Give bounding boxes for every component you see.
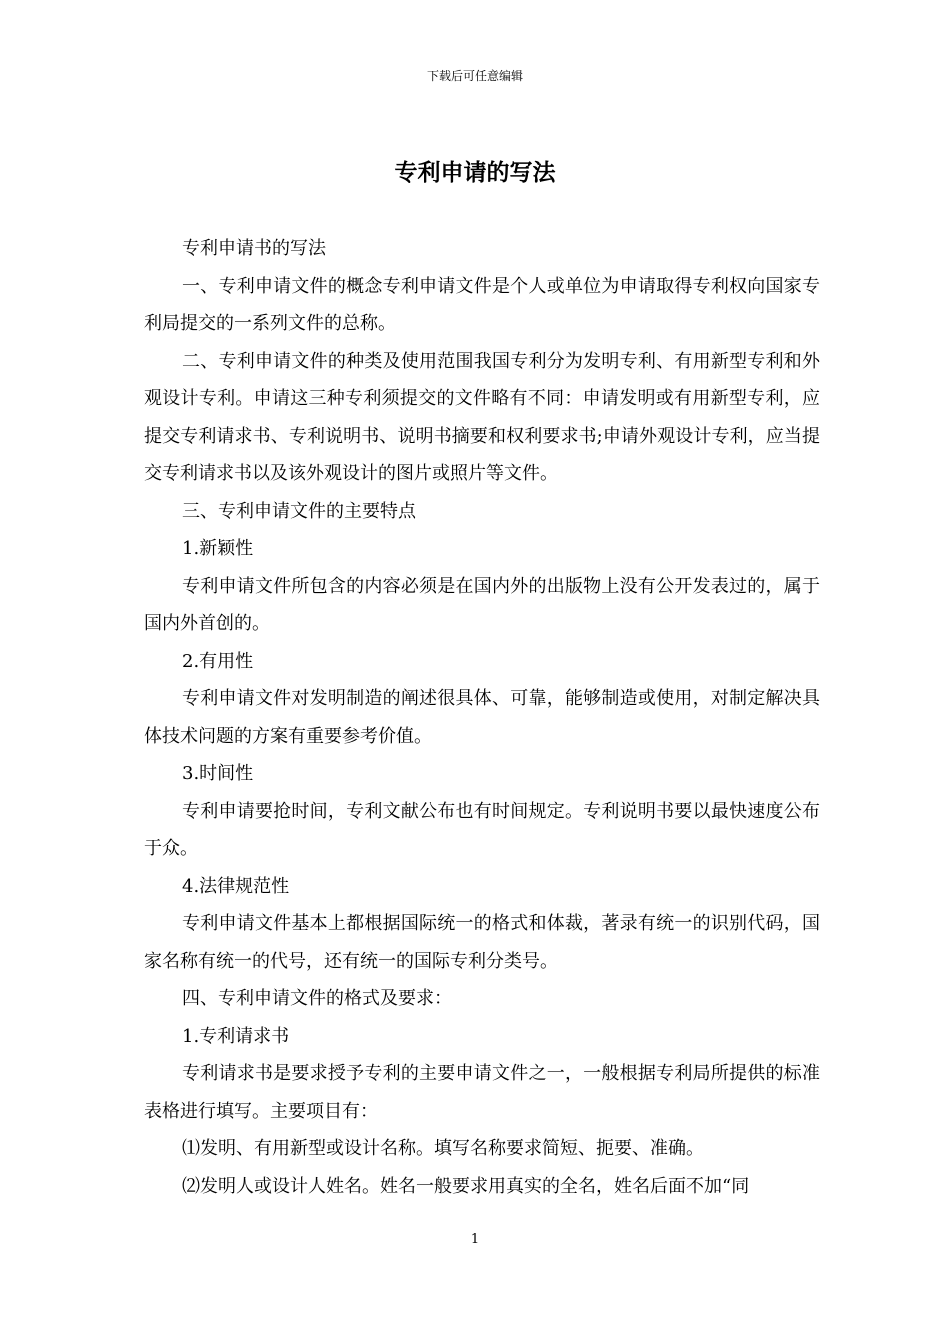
list-item: ⑵发明人或设计人姓名。姓名一般要求用真实的全名，姓名后面不加“同 [182,1175,750,1197]
subheading: 2.有用性 [182,650,254,672]
list-item: ⑴发明、有用新型或设计名称。填写名称要求简短、扼要、准确。 [182,1138,704,1159]
document-body [144,230,820,1205]
section-heading: 四、专利申请文件的格式及要求： [182,988,452,1009]
page-number: 1 [470,1232,480,1247]
paragraph: 专利请求书是要求授予专利的主要申请文件之一，一般根据专利局所提供的标准表格进行填写。主要项目有： [144,1063,820,1122]
paragraph: 专利申请文件对发明制造的阐述很具体、可靠，能够制造或使用，对制定解决具体技术问题的方案有重要参考价值。 [144,688,820,747]
paragraph: 一、专利申请文件的概念专利申请文件是个人或单位为申请取得专利权向国家专利局提交的一系列文件的总称。 [144,275,820,334]
paragraph: 专利申请书的写法 [182,238,326,259]
paragraph: 专利申请文件所包含的内容必须是在国内外的出版物上没有公开发表过的，属于国内外首创的。 [144,575,820,634]
paragraph: 二、专利申请文件的种类及使用范围我国专利分为发明专利、有用新型专利和外观设计专利。申请这三种专利须提交的文件略有不同：申请发明或有用新型专利，应提交专利请求书、专利说明书、说明书摘要和权利要求书;申请外观设计专利，应当提交专利请求书以及该外观设计的图片或照片等文件。 [144,350,820,484]
document-title: 专利申请的写法 [394,160,556,186]
header-note: 下载后可任意编辑 [426,69,523,83]
subheading: 3.时间性 [182,763,254,784]
subheading: 1.专利请求书 [182,1025,290,1047]
subheading: 1.新颖性 [182,538,254,559]
paragraph: 专利申请要抢时间，专利文献公布也有时间规定。专利说明书要以最快速度公布于众。 [144,800,820,859]
paragraph: 专利申请文件基本上都根据国际统一的格式和体裁，著录有统一的识别代码，国家名称有统一的代号，还有统一的国际专利分类号。 [144,913,820,972]
section-heading: 三、专利申请文件的主要特点 [182,500,416,522]
subheading: 4.法律规范性 [182,875,290,897]
